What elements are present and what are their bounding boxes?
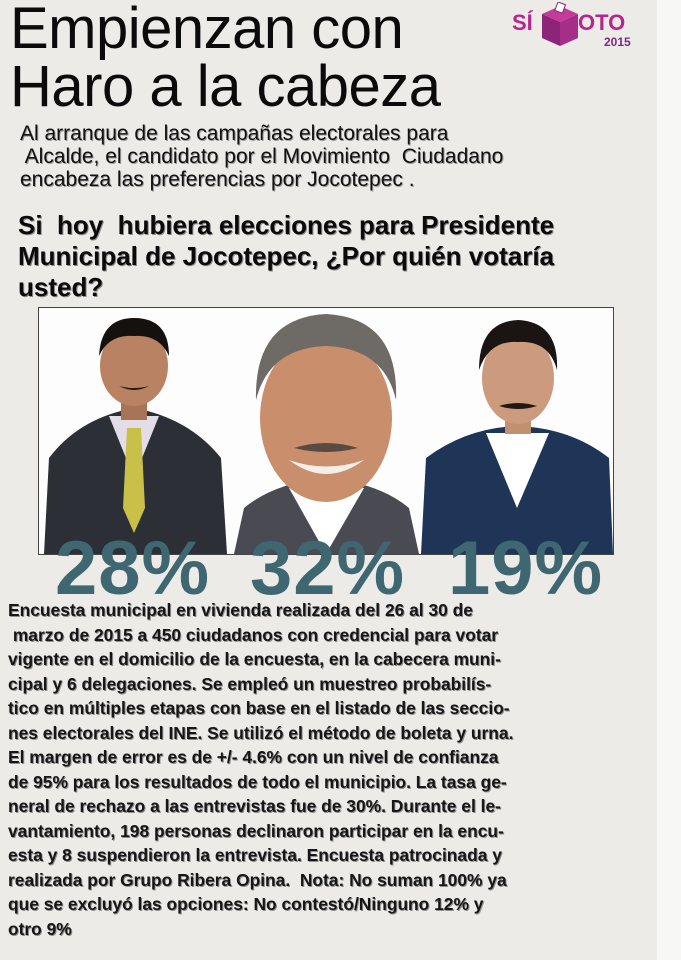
page-edge-strip <box>657 0 681 960</box>
methodology-line: que se excluyó las opciones: No contestó/Ninguno 12% y <box>8 894 484 914</box>
methodology-line: esta y 8 suspendieron la entrevista. Encuesta patrocinada y <box>8 845 502 865</box>
lede-line-3: encabeza las preferencias por Jocotepec . <box>20 168 415 191</box>
methodology-line: de 95% para los resultados de todo el municipio. La tasa ge- <box>8 771 507 792</box>
result-percent-left: 28% <box>55 526 211 611</box>
methodology-note <box>8 598 656 941</box>
logo-oto-text: OTO <box>578 10 626 35</box>
question-line-3: usted? <box>18 272 104 302</box>
methodology-line: nes electorales del INE. Se utilizó el método de boleta y urna. <box>8 722 514 743</box>
headline-line-1: Empienzan con <box>10 0 404 61</box>
question-line-1: Si hoy hubiera elecciones para Presidente <box>18 210 555 240</box>
question-line-2: Municipal de Jocotepec, ¿Por quién votaría <box>18 241 554 271</box>
logo-year: 2015 <box>604 35 631 49</box>
candidates-photo-panel <box>38 307 614 555</box>
logo-si-text: SÍ <box>512 10 533 35</box>
methodology-line: vigente en el domicilio de la encuesta, en la cabecera muni- <box>8 649 501 669</box>
headline-line-2: Haro a la cabeza <box>10 54 441 119</box>
survey-question <box>18 210 658 303</box>
candidate-center-portrait-icon <box>234 308 419 554</box>
lede-line-2: Alcalde, el candidato por el Movimiento Ciudadano <box>20 145 504 168</box>
ballot-box-icon <box>542 2 578 46</box>
methodology-line: otro 9% <box>8 918 72 939</box>
methodology-line: Encuesta municipal en vivienda realizada del 26 al 30 de <box>8 600 473 620</box>
methodology-line: El margen de error es de +/- 4.6% con un nivel de confianza <box>8 747 499 767</box>
methodology-line: cipal y 6 delegaciones. Se empleó un muestreo probabilís- <box>8 673 492 694</box>
candidate-left-portrait-icon <box>39 308 229 554</box>
candidate-right-portrait-icon <box>421 308 613 554</box>
result-percent-right: 19% <box>448 526 604 611</box>
methodology-line: neral de rechazo a las entrevistas fue de 30%. Durante el le- <box>8 796 501 816</box>
si-voto-2015-logo <box>512 2 642 52</box>
result-percent-center: 32% <box>250 526 406 611</box>
methodology-line: marzo de 2015 a 450 ciudadanos con credencial para votar <box>8 624 499 645</box>
methodology-line: realizada por Grupo Ribera Opina. Nota: No suman 100% ya <box>8 869 507 890</box>
headline <box>10 0 570 119</box>
lede-paragraph <box>20 122 640 191</box>
methodology-line: tico en múltiples etapas con base en el listado de las seccio- <box>8 698 510 718</box>
lede-line-1: Al arranque de las campañas electorales para <box>20 122 449 145</box>
methodology-line: vantamiento, 198 personas declinaron participar en la encu- <box>8 820 504 841</box>
